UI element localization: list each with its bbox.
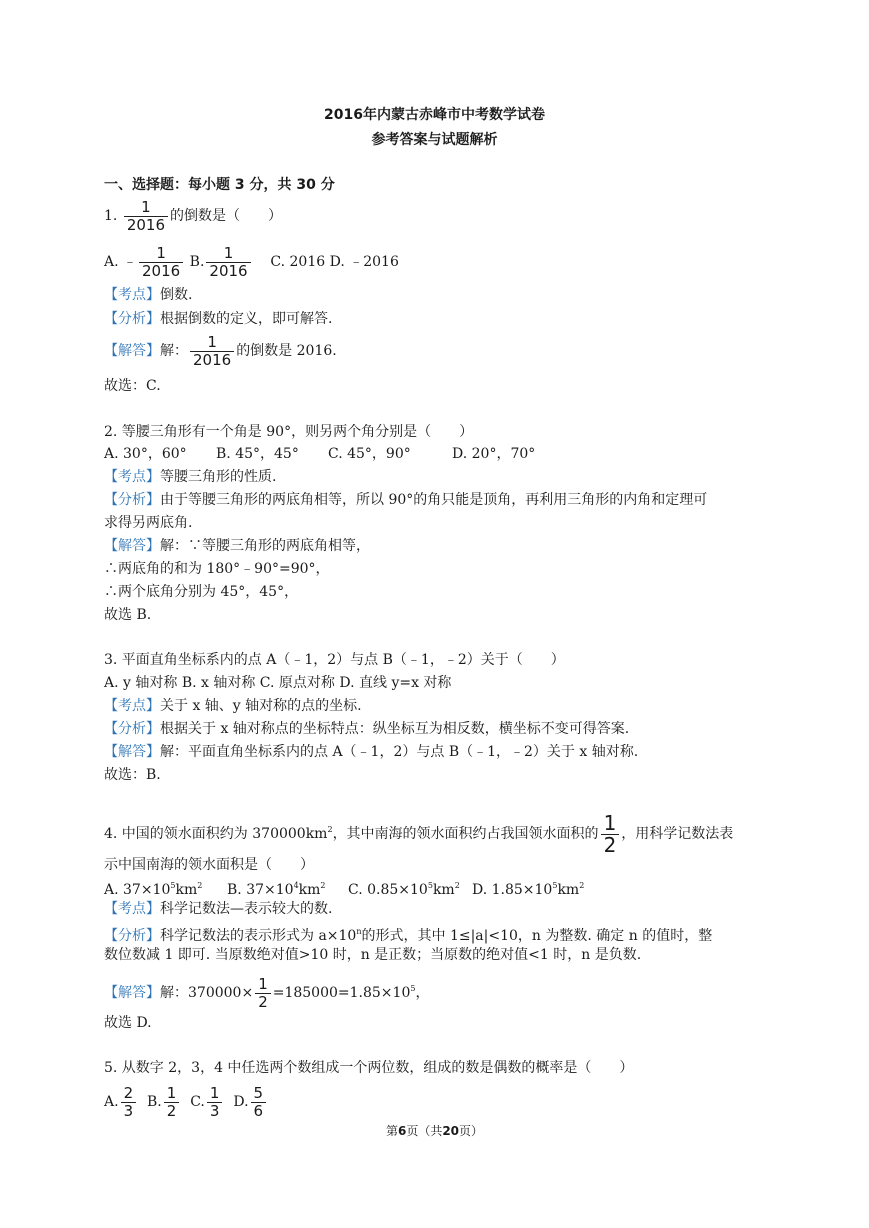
q5-optB-fraction: $\frac{1}{2}$	[164, 1085, 180, 1120]
q4-fenxi-cont: 数位数减 1 即可. 当原数绝对值>10 时，n 是正数；当原数的绝对值<1 时，n 是负数.	[104, 947, 642, 963]
q4-kaodian: 【考点】科学记数法—表示较大的数.	[104, 901, 333, 917]
q1-optA-fraction: $\frac{1}{2016}$	[139, 245, 183, 280]
q4-choice: 故选 D.	[104, 1015, 152, 1031]
q2-stem: 2. 等腰三角形有一个角是 90°，则另两个角分别是（ ）	[104, 424, 474, 440]
section-heading: 一、选择题：每小题 3 分，共 30 分	[104, 177, 335, 193]
q1-fenxi: 【分析】根据倒数的定义，即可解答.	[104, 311, 333, 327]
q5-optD-fraction: $\frac{5}{6}$	[251, 1085, 267, 1120]
q3-stem: 3. 平面直角坐标系内的点 A（﹣1，2）与点 B（﹣1，﹣2）关于（ ）	[104, 652, 565, 668]
q2-jieda: 【解答】解：∵等腰三角形的两底角相等，	[104, 538, 370, 554]
q1-optB-fraction: $\frac{1}{2016}$	[206, 245, 250, 280]
q5-optC-fraction: $\frac{1}{3}$	[207, 1085, 223, 1120]
q1-choice: 故选：C.	[104, 378, 161, 394]
q1-kaodian: 【考点】倒数.	[104, 287, 193, 303]
q1-jieda-fraction: $\frac{1}{2016}$	[190, 334, 234, 369]
q2-kaodian: 【考点】等腰三角形的性质.	[104, 469, 277, 485]
q2-choice: 故选 B.	[104, 607, 152, 623]
q4-jieda-fraction: $\frac{1}{2}$	[255, 976, 271, 1011]
q2-fenxi-cont: 求得另两底角.	[104, 515, 193, 531]
q3-kaodian: 【考点】关于 x 轴、y 轴对称的点的坐标.	[104, 698, 362, 714]
q2-step2: ∴两个底角分别为 45°，45°，	[104, 584, 299, 600]
q5-stem: 5. 从数字 2，3，4 中任选两个数组成一个两位数，组成的数是偶数的概率是（ ）	[104, 1060, 634, 1076]
q3-options: A. y 轴对称 B. x 轴对称 C. 原点对称 D. 直线 y=x 对称	[104, 675, 452, 691]
q4-jieda: 【解答】解：370000× $\frac{1}{2}$ $=185000=1.85\times 10^5$，	[104, 974, 430, 1011]
q4-options: A. $37\times 10^5km^2$ B. $37\times 10^4km^2$ C. $0.85\times 10^5km^2$ D. $1.85\times 10^5km^2$	[104, 881, 585, 898]
q3-fenxi: 【分析】根据关于 x 轴对称点的坐标特点：纵坐标互为相反数，横坐标不变可得答案.	[104, 721, 630, 737]
q3-choice: 故选：B.	[104, 767, 161, 783]
q4-stem: 4. 中国的领水面积约为 $370000km^2$，其中南海的领水面积约占我国领水面积的 $\frac{1}{2}$ ，用科学记数法表	[104, 810, 734, 857]
q2-fenxi: 【分析】由于等腰三角形的两底角相等，所以 90°的角只能是顶角，再利用三角形的内角和定理可	[104, 492, 708, 508]
q3-jieda: 【解答】解：平面直角坐标系内的点 A（﹣1，2）与点 B（﹣1，﹣2）关于 x 轴对称.	[104, 744, 639, 760]
document-subtitle: 参考答案与试题解析	[371, 132, 498, 148]
q4-fraction: $\frac{1}{2}$	[601, 813, 620, 856]
q2-step1: ∴两底角的和为 180°﹣90°=90°，	[104, 561, 330, 577]
q4-stem-cont: 示中国南海的领水面积是（ ）	[104, 857, 314, 873]
q5-options: A. $\frac{2}{3}$ B. $\frac{1}{2}$ C. $\frac{1}{3}$ D. $\frac{5}{6}$	[104, 1082, 268, 1122]
page-footer: 第6页（共20页）	[385, 1124, 484, 1138]
current-page-number: 6	[397, 1124, 407, 1138]
q1-options: A. ﹣ $\frac{1}{2016}$ B. $\frac{1}{2016}$ C. 2016 D. ﹣2016	[104, 243, 399, 280]
q1-jieda: 【解答】解： $\frac{1}{2016}$ 的倒数是 2016.	[104, 332, 337, 369]
q5-optA-fraction: $\frac{2}{3}$	[121, 1085, 137, 1120]
document-title: 2016年内蒙古赤峰市中考数学试卷	[324, 107, 545, 123]
q1-stem: 1. $\frac{1}{2016}$ 的倒数是（ ）	[104, 197, 282, 234]
q4-fenxi: 【分析】科学记数法的表示形式为 $a\times 10^n$的形式，其中 1≤|a|<10，n 为整数. 确定 n 的值时，整	[104, 927, 713, 944]
q1-fraction: $\frac{1}{2016}$	[124, 199, 168, 234]
q2-options: A. 30°，60° B. 45°，45° C. 45°，90° D. 20°，70°	[104, 446, 536, 462]
total-pages: 20	[442, 1124, 460, 1138]
